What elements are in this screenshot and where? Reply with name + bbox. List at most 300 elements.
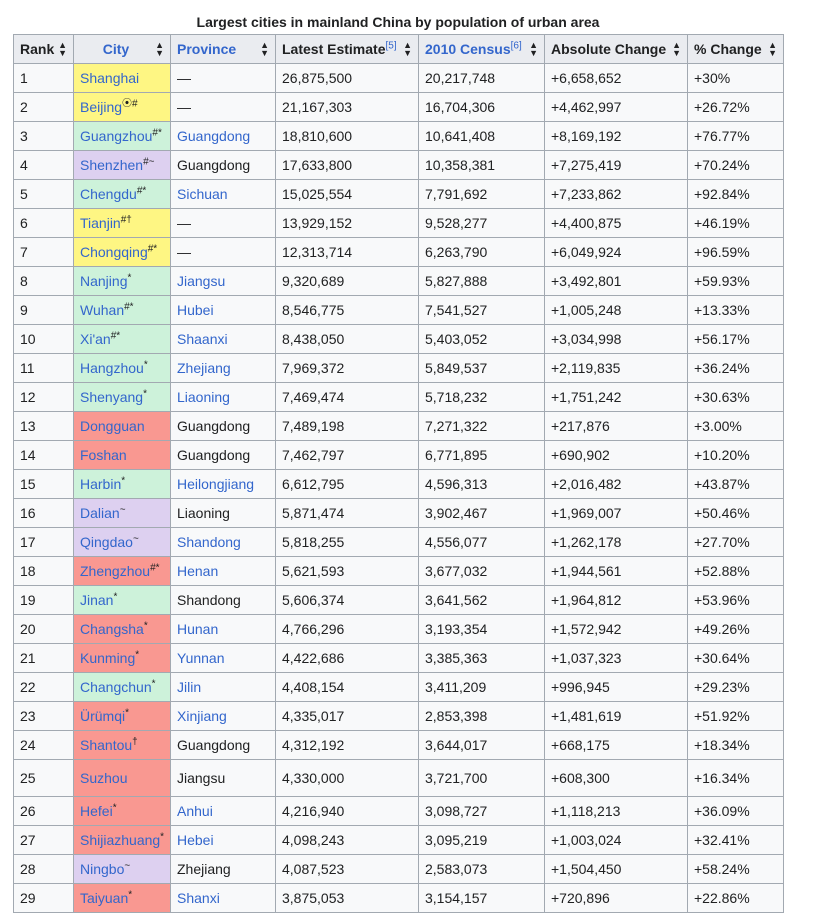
percent-change-cell: +92.84%: [688, 180, 784, 209]
city-cell: [74, 528, 171, 557]
reference-link[interactable]: [5]: [385, 40, 397, 52]
city-link[interactable]: Wuhan: [80, 302, 125, 318]
province-cell: [171, 296, 276, 325]
rank-cell: 10: [14, 325, 74, 354]
city-annotation: ~: [119, 504, 126, 516]
percent-change-cell: +30%: [688, 64, 784, 93]
city-annotation: ~: [132, 533, 139, 545]
absolute-change-cell: +1,118,213: [545, 797, 688, 826]
percent-change-cell: +10.20%: [688, 441, 784, 470]
province-cell: [171, 64, 276, 93]
latest-estimate-cell: 4,098,243: [276, 826, 419, 855]
city-link[interactable]: Shantou: [80, 737, 133, 753]
latest-estimate-cell: 17,633,800: [276, 151, 419, 180]
census-cell: 3,098,727: [419, 797, 545, 826]
table-row: [14, 296, 784, 325]
header-2010-census[interactable]: [419, 35, 545, 64]
percent-change-cell: +50.46%: [688, 499, 784, 528]
province-cell: [171, 238, 276, 267]
city-annotation: #*: [136, 185, 147, 197]
absolute-change-cell: +1,751,242: [545, 383, 688, 412]
absolute-change-cell: +1,481,619: [545, 702, 688, 731]
city-link[interactable]: Hangzhou: [80, 360, 144, 376]
percent-change-cell: +30.64%: [688, 644, 784, 673]
province-cell: [171, 884, 276, 913]
latest-estimate-cell: 26,875,500: [276, 64, 419, 93]
sort-icon[interactable]: ▲ ▼: [768, 40, 777, 58]
table-row: [14, 122, 784, 151]
latest-estimate-cell: 5,818,255: [276, 528, 419, 557]
rank-cell: 17: [14, 528, 74, 557]
census-cell: 5,403,052: [419, 325, 545, 354]
latest-estimate-cell: 4,408,154: [276, 673, 419, 702]
province-text: Shandong: [177, 592, 241, 608]
city-annotation: #*: [150, 562, 160, 574]
absolute-change-cell: +1,037,323: [545, 644, 688, 673]
province-cell: [171, 797, 276, 826]
header-city[interactable]: [74, 35, 171, 64]
city-annotation: *: [127, 272, 132, 284]
census-cell: 3,193,354: [419, 615, 545, 644]
province-cell: [171, 673, 276, 702]
rank-cell: 14: [14, 441, 74, 470]
percent-change-cell: +52.88%: [688, 557, 784, 586]
rank-cell: 21: [14, 644, 74, 673]
city-link[interactable]: Shanghai: [80, 70, 140, 86]
absolute-change-cell: +1,969,007: [545, 499, 688, 528]
province-cell: [171, 412, 276, 441]
city-link[interactable]: Shijiazhuang: [80, 832, 161, 848]
census-cell: 7,541,527: [419, 296, 545, 325]
absolute-change-cell: +3,492,801: [545, 267, 688, 296]
rank-cell: 16: [14, 499, 74, 528]
census-cell: 3,721,700: [419, 760, 545, 797]
rank-cell: 8: [14, 267, 74, 296]
province-link[interactable]: Liaoning: [177, 389, 230, 405]
province-text: Guangdong: [177, 447, 251, 463]
city-cell: [74, 855, 171, 884]
rank-cell: 23: [14, 702, 74, 731]
rank-cell: 18: [14, 557, 74, 586]
province-text: Liaoning: [177, 505, 230, 521]
city-link[interactable]: Shenyang: [80, 389, 144, 405]
city-annotation: *: [143, 359, 148, 371]
city-cell: [74, 557, 171, 586]
table-row: [14, 93, 784, 122]
header-province[interactable]: [171, 35, 276, 64]
city-annotation: †: [132, 736, 138, 748]
city-link[interactable]: Changsha: [80, 621, 144, 637]
city-cell: [74, 702, 171, 731]
city-annotation: *: [125, 707, 130, 719]
city-link[interactable]: Chengdu: [80, 186, 137, 202]
city-link[interactable]: Guangzhou: [80, 128, 153, 144]
header-percent-change[interactable]: [688, 35, 784, 64]
province-link[interactable]: Henan: [177, 563, 219, 579]
census-cell: 3,095,219: [419, 826, 545, 855]
city-cell: [74, 673, 171, 702]
header-rank[interactable]: [14, 35, 74, 64]
header-pct-label: % Change: [694, 41, 762, 57]
census-cell: 3,641,562: [419, 586, 545, 615]
percent-change-cell: +16.34%: [688, 760, 784, 797]
city-link[interactable]: Ningbo: [80, 861, 125, 877]
province-cell: [171, 760, 276, 797]
latest-estimate-cell: 13,929,152: [276, 209, 419, 238]
table-row: [14, 470, 784, 499]
latest-estimate-cell: 15,025,554: [276, 180, 419, 209]
sort-icon[interactable]: ▲ ▼: [529, 40, 538, 58]
province-cell: [171, 325, 276, 354]
city-cell: [74, 151, 171, 180]
census-cell: 7,271,322: [419, 412, 545, 441]
census-cell: 3,902,467: [419, 499, 545, 528]
census-cell: 3,154,157: [419, 884, 545, 913]
absolute-change-cell: +690,902: [545, 441, 688, 470]
province-link[interactable]: Shaanxi: [177, 331, 228, 347]
percent-change-cell: +53.96%: [688, 586, 784, 615]
city-annotation: *: [143, 388, 147, 400]
sort-icon[interactable]: ▲ ▼: [58, 40, 67, 58]
province-link[interactable]: Hunan: [177, 621, 219, 637]
table-caption: Largest cities in mainland China by population of urban area: [196, 14, 600, 30]
latest-estimate-cell: 5,621,593: [276, 557, 419, 586]
percent-change-cell: +46.19%: [688, 209, 784, 238]
latest-estimate-cell: 21,167,303: [276, 93, 419, 122]
sort-icon[interactable]: ▲ ▼: [155, 40, 164, 58]
latest-estimate-cell: 5,871,474: [276, 499, 419, 528]
census-cell: 16,704,306: [419, 93, 545, 122]
percent-change-cell: +30.63%: [688, 383, 784, 412]
table-row: [14, 855, 784, 884]
census-cell: 4,556,077: [419, 528, 545, 557]
province-link[interactable]: Jilin: [177, 679, 202, 695]
province-cell: [171, 826, 276, 855]
latest-estimate-cell: 4,330,000: [276, 760, 419, 797]
city-cell: [74, 64, 171, 93]
city-annotation: *: [135, 649, 140, 661]
rank-cell: 19: [14, 586, 74, 615]
percent-change-cell: +18.34%: [688, 731, 784, 760]
city-cell: [74, 797, 171, 826]
rank-cell: 3: [14, 122, 74, 151]
percent-change-cell: +58.24%: [688, 855, 784, 884]
table-row: [14, 180, 784, 209]
table-row: [14, 673, 784, 702]
percent-change-cell: +26.72%: [688, 93, 784, 122]
city-annotation: *: [128, 889, 133, 901]
rank-cell: 12: [14, 383, 74, 412]
city-cell: [74, 122, 171, 151]
province-link[interactable]: Xinjiang: [177, 708, 227, 724]
city-cell: [74, 760, 171, 797]
city-cell: [74, 826, 171, 855]
table-row: [14, 238, 784, 267]
province-cell: [171, 209, 276, 238]
table-row: [14, 760, 784, 797]
rank-cell: 27: [14, 826, 74, 855]
sort-icon[interactable]: ▲ ▼: [260, 40, 269, 58]
census-cell: 3,385,363: [419, 644, 545, 673]
province-link[interactable]: Heilongjiang: [177, 476, 255, 492]
province-text: Guangdong: [177, 418, 251, 434]
province-text: —: [177, 244, 191, 260]
percent-change-cell: +27.70%: [688, 528, 784, 557]
table-row: [14, 499, 784, 528]
census-cell: 10,641,408: [419, 122, 545, 151]
city-annotation: #*: [110, 330, 121, 342]
census-cell: 20,217,748: [419, 64, 545, 93]
census-cell: 6,263,790: [419, 238, 545, 267]
rank-cell: 5: [14, 180, 74, 209]
rank-cell: 4: [14, 151, 74, 180]
latest-estimate-cell: 6,612,795: [276, 470, 419, 499]
sort-icon[interactable]: ▲ ▼: [672, 40, 681, 58]
province-cell: [171, 441, 276, 470]
city-link[interactable]: Xi'an: [80, 331, 111, 347]
province-link[interactable]: Yunnan: [177, 650, 225, 666]
absolute-change-cell: +4,462,997: [545, 93, 688, 122]
absolute-change-cell: +1,944,561: [545, 557, 688, 586]
city-cell: [74, 884, 171, 913]
header-rank-label: Rank: [20, 41, 55, 57]
rank-cell: 24: [14, 731, 74, 760]
province-cell: [171, 499, 276, 528]
province-link[interactable]: Jiangsu: [177, 273, 226, 289]
province-link[interactable]: Anhui: [177, 803, 213, 819]
city-link[interactable]: Dalian: [80, 505, 120, 521]
city-cell: [74, 615, 171, 644]
rank-cell: 28: [14, 855, 74, 884]
city-cell: [74, 296, 171, 325]
table-row: [14, 528, 784, 557]
absolute-change-cell: +2,016,482: [545, 470, 688, 499]
table-row: [14, 267, 784, 296]
province-cell: [171, 644, 276, 673]
city-link[interactable]: Shenzhen: [80, 157, 144, 173]
absolute-change-cell: +1,005,248: [545, 296, 688, 325]
percent-change-cell: +59.93%: [688, 267, 784, 296]
absolute-change-cell: +6,049,924: [545, 238, 688, 267]
city-cell: [74, 354, 171, 383]
city-cell: [74, 499, 171, 528]
census-cell: 5,849,537: [419, 354, 545, 383]
province-link[interactable]: Shanxi: [177, 890, 220, 906]
city-cell: [74, 209, 171, 238]
province-cell: [171, 470, 276, 499]
cities-table: [13, 34, 784, 913]
rank-cell: 22: [14, 673, 74, 702]
table-row: [14, 615, 784, 644]
rank-cell: 11: [14, 354, 74, 383]
table-row: [14, 797, 784, 826]
reference-link[interactable]: [6]: [510, 40, 522, 52]
latest-estimate-cell: 4,216,940: [276, 797, 419, 826]
header-row: [14, 35, 784, 64]
province-text: —: [177, 70, 191, 86]
city-link[interactable]: Zhengzhou: [80, 563, 151, 579]
rank-cell: 25: [14, 760, 74, 797]
city-annotation: *: [121, 475, 126, 487]
table-body: [14, 64, 784, 913]
absolute-change-cell: +608,300: [545, 760, 688, 797]
absolute-change-cell: +3,034,998: [545, 325, 688, 354]
city-annotation: *: [151, 678, 156, 690]
absolute-change-cell: +996,945: [545, 673, 688, 702]
absolute-change-cell: +4,400,875: [545, 209, 688, 238]
table-row: [14, 557, 784, 586]
absolute-change-cell: +8,169,192: [545, 122, 688, 151]
province-text: Zhejiang: [177, 861, 231, 877]
latest-estimate-cell: 5,606,374: [276, 586, 419, 615]
city-link[interactable]: Qingdao: [80, 534, 133, 550]
city-annotation: #*: [152, 127, 162, 139]
table-row: [14, 151, 784, 180]
city-link[interactable]: Tianjin: [80, 215, 121, 231]
province-cell: [171, 151, 276, 180]
latest-estimate-cell: 7,462,797: [276, 441, 419, 470]
header-city-label[interactable]: City: [102, 41, 130, 57]
table-row: [14, 412, 784, 441]
header-census-label[interactable]: 2010 Census: [425, 41, 511, 57]
percent-change-cell: +56.17%: [688, 325, 784, 354]
percent-change-cell: +51.92%: [688, 702, 784, 731]
table-row: [14, 354, 784, 383]
city-link[interactable]: Ürümqi: [80, 708, 126, 724]
latest-estimate-cell: 3,875,053: [276, 884, 419, 913]
province-text: —: [177, 215, 191, 231]
absolute-change-cell: +6,658,652: [545, 64, 688, 93]
city-annotation: *: [160, 831, 165, 843]
province-text: Guangdong: [177, 737, 251, 753]
province-link[interactable]: Hebei: [177, 832, 214, 848]
city-annotation: #*: [147, 243, 158, 255]
table-row: [14, 586, 784, 615]
province-link[interactable]: Zhejiang: [177, 360, 231, 376]
percent-change-cell: +96.59%: [688, 238, 784, 267]
city-cell: [74, 644, 171, 673]
percent-change-cell: +49.26%: [688, 615, 784, 644]
province-link[interactable]: Sichuan: [177, 186, 228, 202]
census-cell: 2,853,398: [419, 702, 545, 731]
province-cell: [171, 122, 276, 151]
header-latest-estimate[interactable]: [276, 35, 419, 64]
latest-estimate-cell: 9,320,689: [276, 267, 419, 296]
city-annotation: #*: [124, 301, 134, 313]
city-cell: [74, 441, 171, 470]
province-link[interactable]: Hubei: [177, 302, 214, 318]
city-link[interactable]: Dongguan: [80, 418, 145, 434]
latest-estimate-cell: 4,335,017: [276, 702, 419, 731]
census-cell: 3,644,017: [419, 731, 545, 760]
latest-estimate-cell: 7,469,474: [276, 383, 419, 412]
province-text: —: [177, 99, 191, 115]
latest-estimate-cell: 7,489,198: [276, 412, 419, 441]
table-row: [14, 826, 784, 855]
census-cell: 3,677,032: [419, 557, 545, 586]
city-link[interactable]: Changchun: [80, 679, 152, 695]
percent-change-cell: +32.41%: [688, 826, 784, 855]
latest-estimate-cell: 4,312,192: [276, 731, 419, 760]
city-link[interactable]: Kunming: [80, 650, 136, 666]
absolute-change-cell: +217,876: [545, 412, 688, 441]
rank-cell: 2: [14, 93, 74, 122]
absolute-change-cell: +2,119,835: [545, 354, 688, 383]
province-link[interactable]: Shandong: [177, 534, 241, 550]
province-text: Guangdong: [177, 157, 251, 173]
census-cell: 5,827,888: [419, 267, 545, 296]
census-cell: 3,411,209: [419, 673, 545, 702]
rank-cell: 1: [14, 64, 74, 93]
census-cell: 7,791,692: [419, 180, 545, 209]
percent-change-cell: +36.24%: [688, 354, 784, 383]
province-cell: [171, 93, 276, 122]
census-cell: 10,358,381: [419, 151, 545, 180]
city-link[interactable]: Chongqing: [80, 244, 148, 260]
latest-estimate-cell: 7,969,372: [276, 354, 419, 383]
city-annotation: *: [143, 620, 148, 632]
rank-cell: 6: [14, 209, 74, 238]
province-cell: [171, 180, 276, 209]
sort-icon[interactable]: ▲ ▼: [403, 40, 412, 58]
census-cell: 6,771,895: [419, 441, 545, 470]
percent-change-cell: +43.87%: [688, 470, 784, 499]
province-cell: [171, 855, 276, 884]
percent-change-cell: +13.33%: [688, 296, 784, 325]
latest-estimate-cell: 8,546,775: [276, 296, 419, 325]
province-cell: [171, 615, 276, 644]
rank-cell: 26: [14, 797, 74, 826]
city-annotation: ~: [124, 860, 131, 872]
header-absolute-change[interactable]: [545, 35, 688, 64]
latest-estimate-cell: 8,438,050: [276, 325, 419, 354]
absolute-change-cell: +1,964,812: [545, 586, 688, 615]
city-cell: [74, 731, 171, 760]
city-cell: [74, 238, 171, 267]
province-link[interactable]: Guangdong: [177, 128, 251, 144]
city-link[interactable]: Beijing: [80, 99, 123, 115]
census-cell: 2,583,073: [419, 855, 545, 884]
province-cell: [171, 557, 276, 586]
city-link[interactable]: Harbin: [80, 476, 122, 492]
latest-estimate-cell: 4,087,523: [276, 855, 419, 884]
city-link[interactable]: Hefei: [80, 803, 113, 819]
percent-change-cell: +22.86%: [688, 884, 784, 913]
absolute-change-cell: +668,175: [545, 731, 688, 760]
city-link[interactable]: Nanjing: [80, 273, 128, 289]
header-province-label[interactable]: Province: [177, 41, 237, 57]
city-link[interactable]: Taiyuan: [80, 890, 129, 906]
table-row: [14, 644, 784, 673]
latest-estimate-cell: 12,313,714: [276, 238, 419, 267]
city-cell: [74, 267, 171, 296]
header-latest-label: Latest Estimate: [282, 41, 386, 57]
header-abs-label: Absolute Change: [551, 41, 667, 57]
census-cell: 4,596,313: [419, 470, 545, 499]
latest-estimate-cell: 18,810,600: [276, 122, 419, 151]
table-row: [14, 731, 784, 760]
percent-change-cell: +29.23%: [688, 673, 784, 702]
city-link[interactable]: Jinan: [80, 592, 114, 608]
city-link[interactable]: Suzhou: [80, 770, 128, 786]
percent-change-cell: +70.24%: [688, 151, 784, 180]
percent-change-cell: +36.09%: [688, 797, 784, 826]
rank-cell: 7: [14, 238, 74, 267]
city-link[interactable]: Foshan: [80, 447, 127, 463]
city-annotation: *: [113, 591, 118, 603]
table-row: [14, 64, 784, 93]
city-cell: [74, 586, 171, 615]
